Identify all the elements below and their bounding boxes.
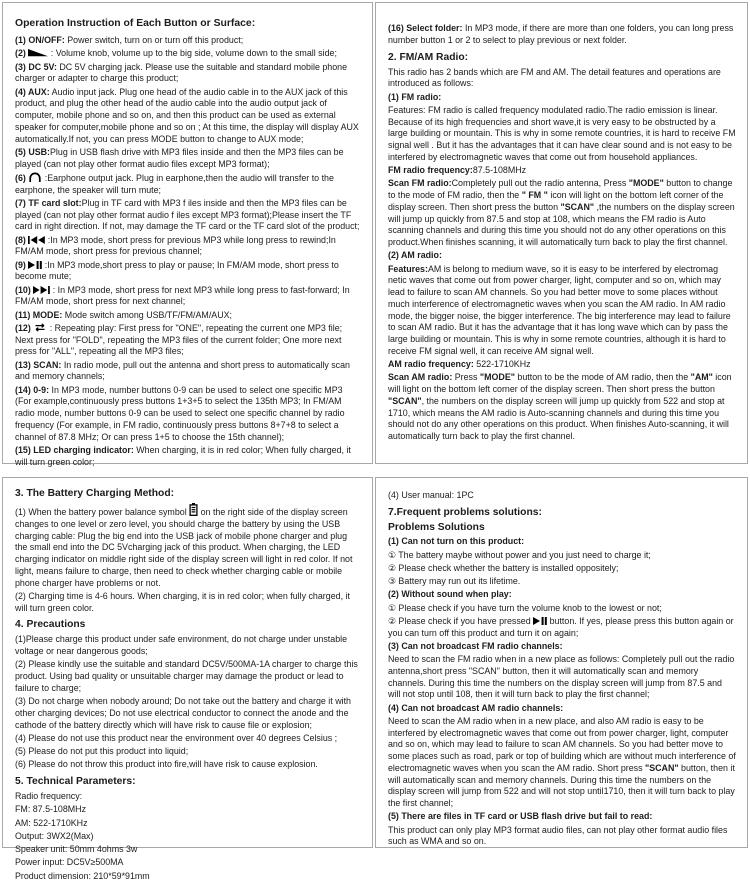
text: 87.5-108MHz bbox=[473, 165, 526, 175]
bold-text: (12) bbox=[15, 323, 33, 333]
paragraph bbox=[15, 759, 361, 771]
bold-text: AM radio frequency: bbox=[388, 359, 474, 369]
text: (3) Do not charge when nobody around; Do not take out the battery and charge it with other charging devices; Do not use electrical conductor to connect the anode and the cathode of the battery directly which will have risk to cause file or explosion; bbox=[15, 696, 351, 730]
paragraph bbox=[388, 92, 736, 104]
text: Radio frequency: bbox=[15, 791, 82, 801]
paragraph bbox=[388, 105, 736, 164]
bold-text: (3) DC 5V: bbox=[15, 62, 57, 72]
paragraph bbox=[388, 589, 736, 601]
bold-text: 5. Technical Parameters: bbox=[15, 776, 136, 787]
bold-text: "AM" bbox=[691, 372, 713, 382]
paragraph bbox=[15, 385, 361, 444]
panel-fm-am-radio bbox=[375, 2, 748, 464]
text: This product can only play MP3 format audio files, can not play other format audio files such as WMA and so on. bbox=[388, 825, 727, 847]
text: :Earphone output jack. Plug in earphone,then the audio will transfer to the earphone, the speaker will turn mute; bbox=[15, 173, 334, 195]
bold-text: (3) Can not broadcast FM radio channels: bbox=[388, 641, 563, 651]
paragraph bbox=[15, 791, 361, 803]
bold-text: (11) MODE: bbox=[15, 310, 62, 320]
text: Need to scan the FM radio when in a new place as follows: Completely pull out the radio antenna,short press "SCAN" button, then it will automatically scan and memory channels. During this time the numbers on the display screen will jump from 87.5 and will not stop until 108, then it will turn back to play the first channel; bbox=[388, 654, 734, 699]
text: ② Please check if you have pressed bbox=[388, 616, 533, 626]
bold-text: (1) ON/OFF: bbox=[15, 35, 65, 45]
text: In MP3 mode, number buttons 0-9 can be used to select one specific MP3 (For example,continuously press buttons 1+3+5 to select the 135th MP3; In FM/AM radio mode, number buttons 0-9 can be used to select one specific channel by radio frequency (For example, in FM radio, continuously press buttons 8+7+8 to select a channel of 87.8 MHz; Or can press 1+5 to choose the 15th channel); bbox=[15, 385, 345, 442]
play-pause-icon bbox=[533, 616, 547, 628]
paragraph bbox=[388, 616, 736, 640]
paragraph bbox=[388, 67, 736, 91]
text: Plug in USB flash drive with MP3 files inside and then the MP3 files can be played (can not play other format audio files except MP3 format); bbox=[15, 147, 344, 169]
play-pause-icon bbox=[28, 260, 42, 272]
bold-text: (9) bbox=[15, 260, 28, 270]
text: AM: 522-1710KHz bbox=[15, 818, 88, 828]
text: , the numbers on the display screen will jump up quickly from 522 and stop at 1710, which means the AM radio is Auto-scanning channels and during this time you should not do any other operations on this product. When finishes Auto-scanning, it will automatically turn back to play the first channel. bbox=[388, 396, 729, 441]
bold-text: (2) Without sound when play: bbox=[388, 589, 512, 599]
panel-battery-precautions-parameters bbox=[2, 477, 373, 848]
bold-text: "MODE" bbox=[629, 178, 664, 188]
text: Press bbox=[452, 372, 480, 382]
paragraph bbox=[15, 857, 361, 869]
text: FM: 87.5-108MHz bbox=[15, 804, 86, 814]
bold-text: "MODE" bbox=[480, 372, 515, 382]
bold-text: "SCAN" bbox=[561, 202, 595, 212]
paragraph bbox=[15, 871, 361, 882]
paragraph bbox=[388, 490, 736, 502]
paragraph bbox=[388, 550, 736, 562]
bold-text: Scan AM radio: bbox=[388, 372, 452, 382]
bold-text: (1) FM radio: bbox=[388, 92, 441, 102]
section-heading bbox=[388, 52, 736, 65]
text: Speaker unit: 50mm 4ohms 3w bbox=[15, 844, 137, 854]
text: (1)Please charge this product under safe environment, do not charge under unstable voltage or near dangerous goods; bbox=[15, 634, 347, 656]
bold-text: " FM " bbox=[522, 190, 548, 200]
text: Power switch, turn on or turn off this product; bbox=[65, 35, 243, 45]
bold-text: (8) bbox=[15, 235, 28, 245]
bold-text: FM radio frequency: bbox=[388, 165, 473, 175]
paragraph bbox=[15, 659, 361, 694]
section-heading bbox=[388, 507, 736, 520]
paragraph bbox=[15, 746, 361, 758]
bold-text: (14) 0-9: bbox=[15, 385, 49, 395]
bold-text: (5) There are files in TF card or USB flash drive but fail to read: bbox=[388, 811, 652, 821]
text: (2) Charging time is 4-6 hours. When charging, it is in red color; when fully charged, it will turn green color. bbox=[15, 591, 350, 613]
section-heading bbox=[15, 619, 361, 632]
text: Audio input jack. Plug one head of the audio cable in to the AUX jack of this product, and plug the other head of the audio cable into the audio output jack of computer, mobile phone and so on, and then this product can be used as external speaker for computer,mobile phone and so on ; At this time, the display will display AUX automatically.If not, you can press MODE button to change to AUX mode; bbox=[15, 87, 359, 144]
paragraph bbox=[15, 172, 361, 197]
bold-text: (10) bbox=[15, 285, 33, 295]
bold-text: 3. The Battery Charging Method: bbox=[15, 488, 174, 499]
paragraph bbox=[15, 844, 361, 856]
bold-text: 4. Precautions bbox=[15, 619, 85, 630]
paragraph bbox=[388, 825, 736, 849]
text: In MP3 mode, if there are more than one folders, you can long press number button 1 or 2 to select to play previous or next folder. bbox=[388, 23, 733, 45]
text: :In MP3 mode,short press to play or pause; In FM/AM mode, short press to become mute; bbox=[15, 260, 339, 282]
text: ,the numbers on the display screen will jump up quickly from 87.5 and stop at 108, which means the FM radio is Auto scanning channels and during this time you should not do any other operations on this product.When finishes scanning, it will automatically turn back to play the first channel. bbox=[388, 202, 735, 247]
section-heading bbox=[388, 522, 736, 535]
text: ② Please check whether the battery is installed oppositely; bbox=[388, 563, 618, 573]
paragraph bbox=[15, 818, 361, 830]
paragraph bbox=[15, 62, 361, 86]
text: (5) Please do not put this product into liquid; bbox=[15, 746, 188, 756]
paragraph bbox=[15, 285, 361, 309]
bold-text: "SCAN" bbox=[388, 396, 422, 406]
bold-text: Problems Solutions bbox=[388, 522, 485, 533]
paragraph bbox=[388, 23, 736, 47]
paragraph bbox=[388, 264, 736, 358]
volume-knob-icon bbox=[28, 48, 48, 60]
paragraph bbox=[15, 198, 361, 233]
bold-text: "SCAN" bbox=[645, 763, 679, 773]
text: ① Please check if you have turn the volume knob to the lowest or not; bbox=[388, 603, 662, 613]
paragraph bbox=[15, 634, 361, 658]
text: Power input: DC5V≥500MA bbox=[15, 857, 123, 867]
paragraph bbox=[15, 445, 361, 469]
paragraph bbox=[15, 696, 361, 731]
bold-text: 2. FM/AM Radio: bbox=[388, 52, 468, 63]
paragraph bbox=[388, 703, 736, 715]
bold-text: (13) SCAN: bbox=[15, 360, 61, 370]
text: (6) Please do not throw this product into fire,will have risk to cause explosion. bbox=[15, 759, 318, 769]
text: button. If yes, please press this button again or you can turn off this product and turn it on again; bbox=[388, 616, 734, 638]
bold-text: Scan FM radio: bbox=[388, 178, 452, 188]
text: In radio mode, pull out the antenna and short press to automatically scan and memory channels; bbox=[15, 360, 350, 382]
paragraph bbox=[388, 372, 736, 443]
paragraph bbox=[388, 178, 736, 249]
text: Plug in TF card with MP3 f iles inside and then the MP3 files can be played (can not play other format audio f iles except MP3 format);Please insert the TF card in right direction. If not, may damage the TF card or the TF card slot of the product; bbox=[15, 198, 359, 232]
text: DC 5V charging jack. Please use the suitable and standard mobile phone charger or adapter to charge this product; bbox=[15, 62, 347, 84]
bold-text: 7.Frequent problems solutions: bbox=[388, 507, 542, 518]
bold-text: (4) Can not broadcast AM radio channels: bbox=[388, 703, 563, 713]
paragraph bbox=[15, 360, 361, 384]
text: (1) When the battery power balance symbol bbox=[15, 507, 189, 517]
paragraph bbox=[15, 831, 361, 843]
bold-text: Operation Instruction of Each Button or Surface: bbox=[15, 18, 255, 29]
paragraph bbox=[388, 165, 736, 177]
panel-problems-solutions bbox=[375, 477, 748, 848]
paragraph bbox=[388, 576, 736, 588]
text: Output: 3WX2(Max) bbox=[15, 831, 93, 841]
text: When charging, it is in red color; When fully charged, it will turn green color; bbox=[15, 445, 351, 467]
paragraph bbox=[15, 804, 361, 816]
paragraph bbox=[388, 641, 736, 653]
text: : Volume knob, volume up to the big side, volume down to the small side; bbox=[48, 48, 337, 58]
paragraph bbox=[15, 323, 361, 358]
bold-text: (1) Can not turn on this product: bbox=[388, 536, 524, 546]
paragraph bbox=[15, 87, 361, 146]
paragraph bbox=[388, 654, 736, 701]
paragraph bbox=[15, 310, 361, 322]
earphone-icon bbox=[28, 172, 42, 185]
panel-operation-instructions bbox=[2, 2, 373, 464]
text: : Repeating play: First press for "ONE", repeating the current one MP3 file; Next press for "FOLD", repeating the MP3 files of the current folder; One more next press for "ALL", repeating all the MP3 files; bbox=[15, 323, 342, 357]
bold-text: (15) LED charging indicator: bbox=[15, 445, 134, 455]
text: :In MP3 mode, short press for previous MP3 while long press to rewind;In FM/AM mode, short press for previous channel; bbox=[15, 235, 336, 257]
text: (2) Please kindly use the suitable and standard DC5V/500MA-1A charger to charge this product. Using bad quality or unsuitable charger may damage the product or lead to failure to charge; bbox=[15, 659, 358, 693]
paragraph bbox=[15, 260, 361, 284]
text: button to change to the mode of FM radio, then the bbox=[388, 178, 732, 200]
next-track-icon bbox=[33, 285, 50, 297]
paragraph bbox=[388, 563, 736, 575]
text: icon will light on the bottom left corner of the display screen. Then short press the button bbox=[388, 372, 732, 394]
paragraph bbox=[15, 48, 361, 60]
bold-text: (2) bbox=[15, 48, 28, 58]
text: AM is belong to medium wave, so it is easy to be interfered by electromag netic waves that come out from power charger, light, computer and so on, which may lead to failure to scan AM channels. So you had better move to some places without much interference of electromagnetic waves when you scan the AM radio. In AM radio mode, the bigger noise, the bigger interference. The big interference may lead to failure to scan AM radio. But it has the advantage that it has long wave which can by pass the large building or mountain. This is why in some remote countries, although it is hard to receive FM signal well, it can receive AM signal well. bbox=[388, 264, 731, 356]
previous-track-icon bbox=[28, 235, 45, 247]
bold-text: (16) Select folder: bbox=[388, 23, 462, 33]
text: ① The battery maybe without power and you just need to charge it; bbox=[388, 550, 651, 560]
text: ③ Battery may run out its lifetime. bbox=[388, 576, 520, 586]
text: Completely pull out the radio antenna, Press bbox=[452, 178, 629, 188]
section-heading bbox=[15, 17, 361, 30]
paragraph bbox=[15, 733, 361, 745]
text: (4) Please do not use this product near the environment over 40 degrees Celsius ; bbox=[15, 733, 337, 743]
paragraph bbox=[15, 35, 361, 47]
text: Product dimension: 210*59*91mm bbox=[15, 871, 150, 881]
text: Mode switch among USB/TF/FM/AM/AUX; bbox=[62, 310, 232, 320]
section-heading bbox=[15, 776, 361, 789]
text: on the right side of the display screen changes to one level or zero level, you should charge the battery by using the USB charging cable: Plug the big end into the USB jack of mobile phone charger and plug the small end into the DC 5Vcharging jack of this product. When charging, the LED charging indicator on middle right side of the display screen will light in red color. If not light, means failure to charge, then need to check whether charging cable or mobile phone charger have problems or not. bbox=[15, 507, 352, 588]
paragraph bbox=[388, 716, 736, 810]
bold-text: Features: bbox=[388, 264, 428, 274]
text: This radio has 2 bands which are FM and AM. The detail features and operations are introduced as follows: bbox=[388, 67, 721, 89]
bold-text: (4) AUX: bbox=[15, 87, 50, 97]
text: 522-1710KHz bbox=[474, 359, 531, 369]
section-heading bbox=[15, 488, 361, 501]
text: icon will light on the bottom left corner of the display screen. Then short press the button bbox=[388, 190, 724, 212]
paragraph bbox=[15, 591, 361, 615]
bold-text: (2) AM radio: bbox=[388, 250, 442, 260]
paragraph bbox=[388, 811, 736, 823]
text: button to be the mode of AM radio, then the bbox=[515, 372, 691, 382]
battery-icon bbox=[189, 503, 198, 519]
bold-text: (6) bbox=[15, 173, 28, 183]
paragraph bbox=[15, 235, 361, 259]
paragraph bbox=[15, 147, 361, 171]
paragraph bbox=[15, 503, 361, 589]
text: Need to scan the AM radio when in a new place, and also AM radio is easy to be interfered by electromagnetic waves that come out from power charger, light, computer and so on, which may lead to failure to scan AM channels. So you had better move to some places such as road, park or top of building which are without much interference of electromagnetic waves when you scan the AM radio. Short press bbox=[388, 716, 736, 773]
text: Features: FM radio is called frequency modulated radio.The radio emission is linear. Because of its high frequencies and short wave,it is very easy to be obstructed by a large building or mountain. This is why in some remote countries, it is hard to receive FM signal well . But it has the advantages that it can have clear sound and is not easy to be interfered by electromagnetic waves that come out from household appliances. bbox=[388, 105, 736, 162]
bold-text: (5) USB: bbox=[15, 147, 50, 157]
paragraph bbox=[388, 603, 736, 615]
text: : In MP3 mode, short press for next MP3 while long press to fast-forward; In FM/AM mode, short press for next channel; bbox=[15, 285, 350, 307]
text: (4) User manual: 1PC bbox=[388, 490, 474, 500]
repeat-icon bbox=[33, 323, 47, 335]
paragraph bbox=[388, 536, 736, 548]
bold-text: (7) TF card slot: bbox=[15, 198, 82, 208]
paragraph bbox=[388, 359, 736, 371]
paragraph bbox=[388, 250, 736, 262]
text: button, then it will automatically scan and memory channels. During this time the numbers on the display screen will jump from 522 and will not stop until1710, then it will turn back to play the first channel; bbox=[388, 763, 735, 808]
